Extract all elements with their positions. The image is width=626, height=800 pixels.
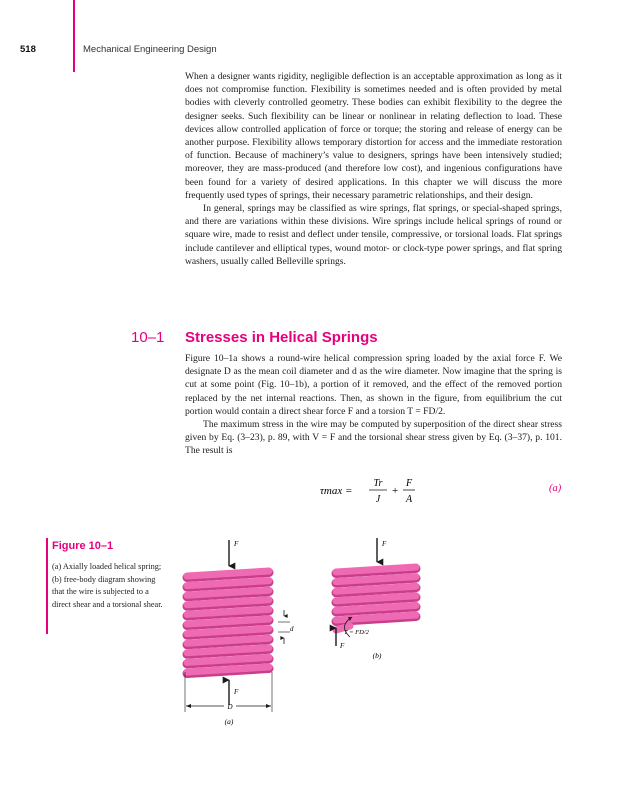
coil-diameter-label: D: [227, 703, 233, 711]
coil-dim-arrowhead-right: [266, 704, 271, 708]
section-paragraph-1: Figure 10–1a shows a round-wire helical compression spring loaded by the axial force F. We designate D as the mean coil diameter and d as the wire diameter. Now imagine that the spring is cut at some point (Fig. 10–1b), a portion of it removed, and the effect of the removed portion replaced by the net internal reactions. Then, as shown in the figure, from equilibrium the cut portion would contain a direct shear force F and a torsion T = FD/2.: [185, 353, 562, 417]
eq-plus: +: [392, 485, 399, 497]
force-label-cut-b: F: [340, 642, 345, 650]
eq-numerator-2: F: [405, 478, 413, 489]
spring-coil-fbd: [336, 596, 416, 601]
spring-coil: [187, 657, 269, 662]
spring-coil-fbd: [336, 615, 416, 620]
equation-label: (a): [549, 483, 562, 494]
force-label-bottom-a: F: [234, 688, 239, 696]
eq-lhs: τmax =: [320, 485, 353, 497]
spring-coil-fbd: [336, 567, 416, 572]
force-label-top-a: F: [234, 540, 239, 548]
spring-coil-fbd: [336, 586, 416, 591]
page-number: 518: [20, 44, 36, 55]
part-a-label: (a): [224, 717, 234, 726]
torsion-label: T = FD/2: [344, 629, 369, 636]
part-b-label: (b): [372, 651, 382, 660]
spring-coil-fbd: [336, 577, 416, 582]
spring-coil: [187, 600, 269, 605]
wire-diameter-label: d: [290, 625, 294, 633]
eq-denominator-2: A: [405, 494, 413, 505]
figure-caption: (a) Axially loaded helical spring; (b) free-body diagram showing that the wire is subjected to a direct shear and a torsional shear.: [52, 562, 163, 609]
eq-numerator-1: Tr: [373, 478, 383, 489]
spring-coil: [187, 590, 269, 595]
spring-coil: [187, 609, 269, 614]
spring-coil: [187, 619, 269, 624]
spring-coil-fbd: [336, 605, 416, 610]
intro-paragraph-2: In general, springs may be classified as wire springs, flat springs, or special-shaped springs, and there are variations within these divisions. Wire springs include helical springs of round or square wire, made to resist and deflect under tensile, compressive, or torsional loads. Flat springs include cantilever and elliptical types, wound motor- or clock-type power springs, and flat spring washers, usually called Belleville springs.: [185, 203, 562, 267]
book-title: Mechanical Engineering Design: [83, 44, 217, 55]
figure-label: Figure 10–1: [52, 540, 114, 552]
spring-coil: [187, 571, 269, 576]
eq-denominator-1: J: [375, 494, 381, 505]
intro-paragraph-1: When a designer wants rigidity, negligible deflection is an acceptable approximation as long as it does not compromise function. Flexibility is sometimes needed and is often provided by metal bodies with cleverly controlled geometry. These bodies can exhibit flexibility to the degree the designer seeks. Such flexibility can be linear or nonlinear in relating deflection to load. These devices allow controlled application of force or torque; the storing and release of energy can be another purpose. Flexibility allows temporary distortion for access and the immediate restoration of function. Because of machinery’s value to designers, springs have been intensively studied; moreover, they are mass-produced (and therefore low cost), and ingenious configurations have been found for a variety of desired applications. In this chapter we will discuss the more frequently used types of springs, their necessary parametric relationships, and their design.: [185, 71, 562, 201]
section-paragraph-2: The maximum stress in the wire may be computed by superposition of the direct shear stress given by Eq. (3–23), p. 89, with V = F and the torsional shear stress given by Eq. (3–37), p. 101. The result is: [185, 419, 562, 457]
force-label-top-b: F: [382, 540, 387, 548]
axially-loaded-spring: [187, 571, 269, 674]
spring-coil: [187, 581, 269, 586]
spring-coil: [187, 667, 269, 672]
section-number: 10–1: [131, 329, 165, 346]
spring-coil: [187, 648, 269, 653]
section-title: Stresses in Helical Springs: [185, 329, 378, 346]
spring-coil: [187, 629, 269, 634]
spring-coil: [187, 638, 269, 643]
coil-dim-arrowhead-left: [186, 704, 191, 708]
